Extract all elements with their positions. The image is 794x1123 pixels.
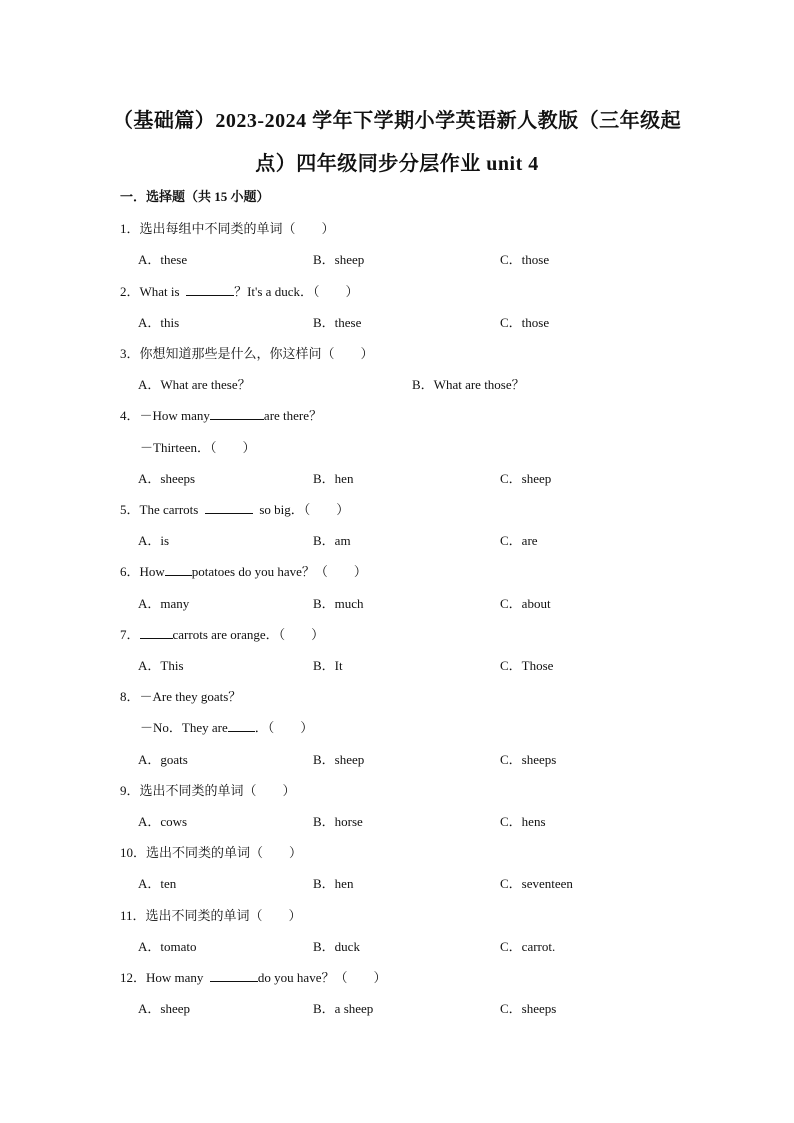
question-11-option-b: B．duck	[313, 939, 360, 954]
question-2-stem-start: 2．What is	[120, 284, 187, 299]
question-5-stem	[120, 499, 349, 518]
question-6-stem	[120, 561, 367, 580]
question-7-option-a: A．This	[138, 658, 184, 673]
question-11-stem: 11．选出不同类的单词（ ）	[120, 908, 302, 923]
answer-blank	[140, 627, 173, 639]
question-9-option-b: B．horse	[313, 814, 363, 829]
question-2-option-a: A．this	[138, 315, 180, 330]
question-8-option-c: C．sheeps	[500, 752, 557, 767]
question-1-option-b: B．sheep	[313, 252, 365, 267]
question-5-option-a: A．is	[138, 533, 170, 548]
question-4-stem-end: are there？	[263, 408, 323, 423]
question-11-option-a: A．tomato	[138, 939, 197, 954]
answer-blank	[165, 564, 192, 576]
question-8-reply-start: －No．They are	[140, 720, 228, 735]
question-10-stem: 10．选出不同类的单词（ ）	[120, 845, 303, 860]
question-10-option-a: A．ten	[138, 876, 177, 891]
question-12-stem-start: 12．How many	[120, 970, 210, 985]
question-7-option-b: B．It	[313, 658, 343, 673]
question-5-stem-end: so big．（ ）	[252, 502, 350, 517]
answer-blank	[210, 970, 258, 982]
question-4-reply: －Thirteen．（ ）	[140, 440, 256, 455]
question-5-stem-start: 5．The carrots	[120, 502, 205, 517]
question-12-option-a: A．sheep	[138, 1001, 190, 1016]
question-6-option-c: C．about	[500, 596, 551, 611]
page-title-line-1: （基础篇）2023-2024 学年下学期小学英语新人教版（三年级起	[112, 110, 682, 132]
question-11-option-c: C．carrot.	[500, 939, 556, 954]
answer-blank	[186, 284, 234, 296]
question-3-option-b: B．What are those？	[412, 377, 525, 392]
question-5-option-c: C．are	[500, 533, 538, 548]
question-7-stem	[120, 624, 324, 643]
question-2-option-c: C．those	[500, 315, 550, 330]
question-12-option-c: C．sheeps	[500, 1001, 557, 1016]
question-10-option-c: C．seventeen	[500, 876, 573, 891]
question-4-option-b: B．hen	[313, 471, 354, 486]
question-2-option-b: B．these	[313, 315, 362, 330]
question-10-option-b: B．hen	[313, 876, 354, 891]
question-12-stem	[120, 967, 386, 986]
question-6-stem-end: potatoes do you have？（ ）	[191, 564, 367, 579]
question-2-stem-end: ？It's a duck．（ ）	[234, 284, 359, 299]
answer-blank	[228, 720, 255, 732]
question-1-stem: 1．选出每组中不同类的单词（ ）	[120, 221, 335, 236]
question-8-option-b: B．sheep	[313, 752, 365, 767]
question-4-option-c: C．sheep	[500, 471, 552, 486]
question-9-option-a: A．cows	[138, 814, 188, 829]
question-7-stem-end: carrots are orange．（ ）	[172, 627, 325, 642]
question-4-stem-start: 4．－How many	[120, 408, 210, 423]
question-7-stem-start: 7．	[120, 627, 140, 642]
question-12-stem-end: do you have？（ ）	[257, 970, 387, 985]
question-8-reply	[140, 717, 313, 736]
section-heading: 一．选择题（共 15 小题）	[120, 189, 270, 204]
question-8-stem: 8．－Are they goats？	[120, 689, 242, 704]
question-3-option-a: A．What are these？	[138, 377, 251, 392]
question-5-option-b: B．am	[313, 533, 351, 548]
question-1-option-c: C．those	[500, 252, 550, 267]
question-7-option-c: C．Those	[500, 658, 554, 673]
page-title-line-2: 点）四年级同步分层作业 unit 4	[255, 153, 539, 175]
question-9-option-c: C．hens	[500, 814, 546, 829]
question-4-stem	[120, 405, 322, 424]
question-2-stem	[120, 281, 358, 300]
question-12-option-b: B．a sheep	[313, 1001, 374, 1016]
question-9-stem: 9．选出不同类的单词（ ）	[120, 783, 296, 798]
answer-blank	[210, 408, 264, 420]
question-8-reply-end: ．（ ）	[254, 720, 314, 735]
question-6-stem-start: 6．How	[120, 564, 165, 579]
question-3-stem: 3．你想知道那些是什么，你这样问（ ）	[120, 346, 374, 361]
answer-blank	[205, 502, 253, 514]
question-4-option-a: A．sheeps	[138, 471, 196, 486]
question-6-option-b: B．much	[313, 596, 364, 611]
question-1-option-a: A．these	[138, 252, 188, 267]
question-6-option-a: A．many	[138, 596, 190, 611]
question-8-option-a: A．goats	[138, 752, 188, 767]
